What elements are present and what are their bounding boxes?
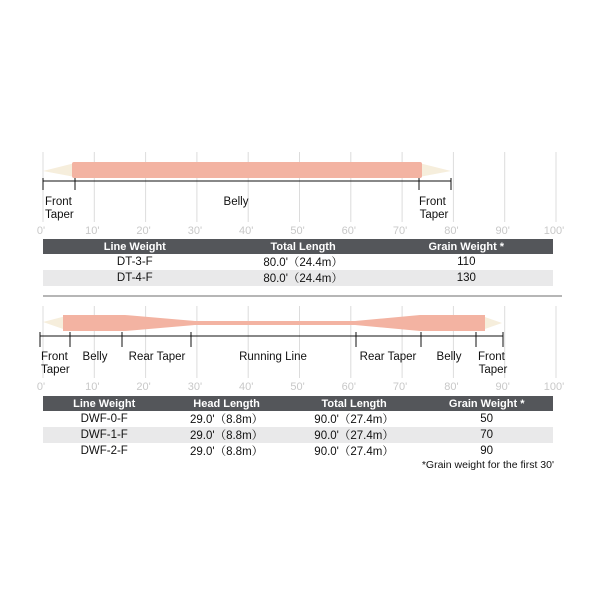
scale-tick-label: 40'	[239, 381, 254, 393]
dwf-label-belly-right: Belly	[436, 351, 462, 363]
cell-grain-weight: 50	[480, 413, 494, 425]
cell-line-weight: DWF-1-F	[43, 427, 165, 443]
dwf-line-head-left	[63, 315, 195, 331]
dwf-running-line	[190, 321, 360, 325]
dwf-segment-markers	[40, 332, 503, 347]
table-row	[43, 270, 553, 286]
scale-tick-label: 40'	[239, 225, 254, 237]
scale-tick-label: 60'	[341, 381, 356, 393]
dwf-label-rear-taper-left: Rear Taper	[128, 351, 186, 363]
scale-tick-label: 70'	[392, 381, 408, 393]
scale-tick-label: 70'	[392, 225, 408, 237]
dt-spec-table	[43, 239, 553, 286]
cell-total-length: 80.0'（24.4m）	[263, 257, 343, 269]
cell-grain-weight: 130	[380, 270, 553, 286]
col-header-line-weight: Line Weight	[43, 396, 165, 411]
dwf-label-front-taper-left: Front Taper	[41, 351, 70, 376]
dwf-label-running-line: Running Line	[239, 351, 307, 363]
table-row	[43, 443, 553, 459]
dwf-line-head-right	[355, 315, 485, 331]
cell-grain-weight: 90	[480, 445, 494, 457]
dwf-label-rear-taper-right: Rear Taper	[359, 351, 417, 363]
scale-tick-label: 80'	[444, 381, 459, 393]
dt-label-front-taper-right: Front Taper	[418, 196, 449, 221]
scale-tick-label: 0'	[36, 381, 46, 393]
cell-total-length: 90.0'（27.4m）	[288, 427, 421, 443]
cell-line-weight: DWF-2-F	[80, 445, 128, 457]
cell-grain-weight: 70	[420, 427, 553, 443]
cell-head-length: 29.0'（8.8m）	[165, 427, 287, 443]
scale-tick-label: 10'	[85, 225, 100, 237]
scale-tick-label: 50'	[290, 381, 305, 393]
col-header-total-length: Total Length	[227, 239, 380, 254]
cell-line-weight: DWF-0-F	[80, 413, 128, 425]
dt-label-belly: Belly	[223, 196, 249, 208]
table-header-row	[43, 396, 553, 411]
scale-tick-label: 60'	[341, 225, 356, 237]
dwf-line-profile	[43, 315, 502, 331]
dwf-label-front-taper-right: Front Taper	[477, 351, 508, 376]
cell-total-length: 80.0'（24.4m）	[227, 270, 380, 286]
scale-tick-label: 10'	[85, 381, 100, 393]
dt-line-profile	[43, 162, 451, 178]
cell-line-weight: DT-3-F	[116, 256, 153, 268]
grain-weight-footnote: *Grain weight for the first 30'	[421, 459, 554, 471]
scale-tick-label: 20'	[136, 225, 151, 237]
col-header-grain-weight: Grain Weight *	[420, 396, 553, 411]
scale-tick-label: 100'	[543, 381, 565, 393]
dwf-label-belly-left: Belly	[82, 351, 108, 363]
scale-tick-label: 90'	[495, 225, 510, 237]
cell-head-length: 29.0'（8.8m）	[190, 446, 264, 458]
table-row	[43, 427, 553, 443]
scale-tick-label: 90'	[495, 381, 510, 393]
dt-line-tip-right	[419, 163, 451, 177]
col-header-total-length: Total Length	[288, 396, 421, 411]
cell-total-length: 90.0'（27.4m）	[314, 446, 394, 458]
dt-line-tip-left	[43, 163, 75, 177]
scale-tick-label: 80'	[444, 225, 459, 237]
scale-tick-label: 20'	[136, 381, 151, 393]
dt-segment-markers	[43, 178, 451, 190]
scale-tick-label: 30'	[187, 381, 203, 393]
table-row	[43, 254, 553, 270]
col-header-grain-weight: Grain Weight *	[380, 239, 553, 254]
cell-total-length: 90.0'（27.4m）	[314, 414, 394, 426]
dwf-line-tip-left	[43, 316, 66, 330]
scale-tick-label: 50'	[290, 225, 305, 237]
cell-grain-weight: 110	[457, 256, 476, 268]
cell-head-length: 29.0'（8.8m）	[190, 414, 264, 426]
cell-line-weight: DT-4-F	[43, 270, 227, 286]
table-row	[43, 411, 553, 427]
dt-line-body	[72, 162, 422, 178]
scale-tick-label: 100'	[543, 225, 565, 237]
col-header-head-length: Head Length	[165, 396, 287, 411]
scale-tick-label: 0'	[36, 225, 46, 237]
dwf-spec-table	[43, 396, 553, 459]
table-header-row	[43, 239, 553, 254]
col-header-line-weight: Line Weight	[43, 239, 227, 254]
scale-tick-label: 30'	[187, 225, 203, 237]
dt-label-front-taper-left: Front Taper	[45, 196, 74, 221]
